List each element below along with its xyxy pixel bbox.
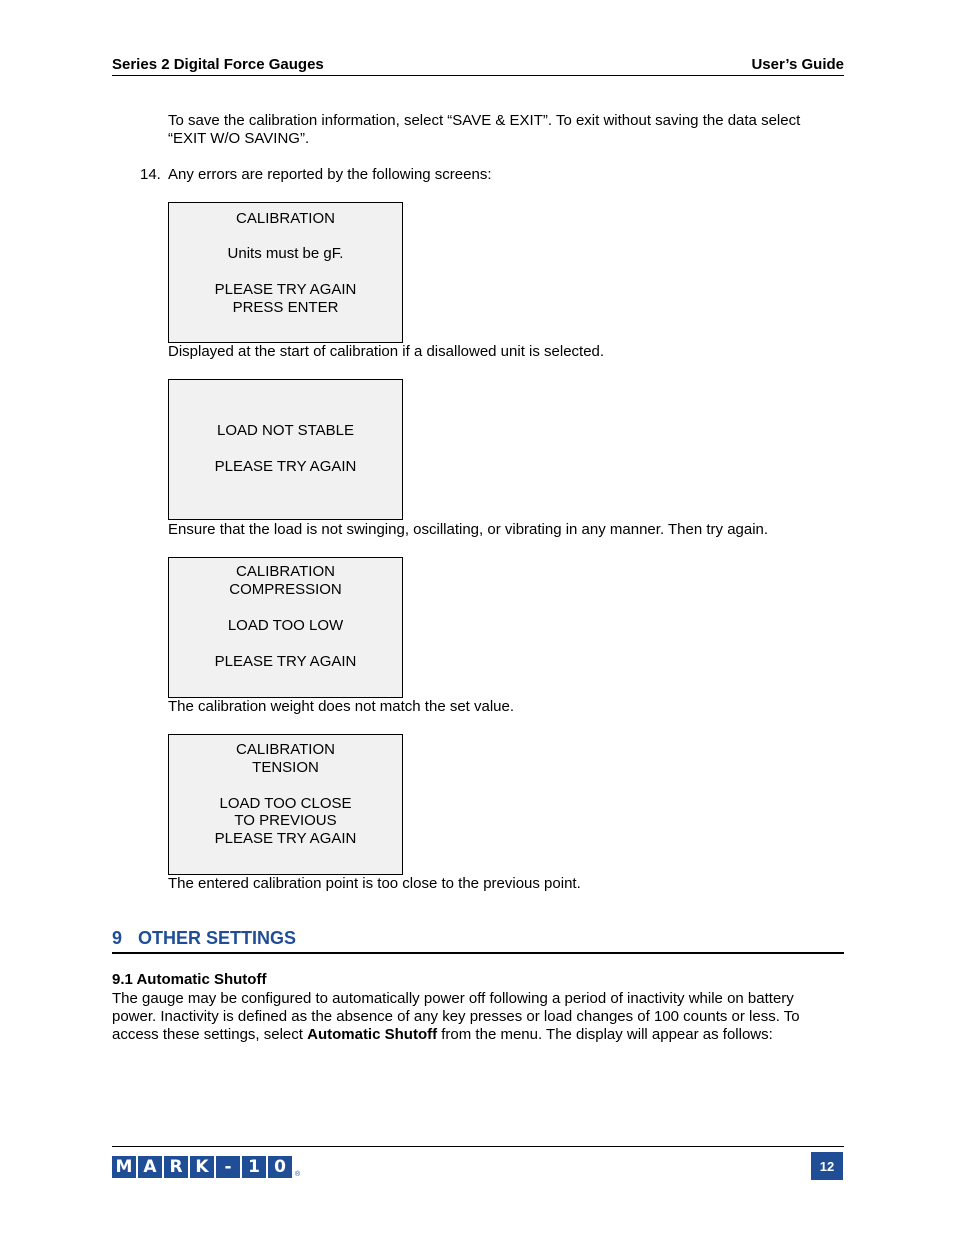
step-number: 14. xyxy=(140,166,161,183)
header-doc-title: Series 2 Digital Force Gauges xyxy=(112,56,324,73)
mark-10-logo xyxy=(112,1156,300,1178)
body-line-3-post: from the menu. The display will appear as follows: xyxy=(437,1026,773,1043)
intro-line-1: To save the calibration information, select “SAVE & EXIT”. To exit without saving the data select xyxy=(168,112,801,129)
footer-divider xyxy=(112,1146,844,1147)
logo-letter: R xyxy=(164,1156,188,1178)
body-line-3 xyxy=(112,1026,800,1044)
screen-line: PLEASE TRY AGAIN xyxy=(214,653,357,670)
screen-caption-units: Displayed at the start of calibration if a disallowed unit is selected. xyxy=(168,343,605,360)
intro-paragraph xyxy=(168,112,800,148)
body-line-1: The gauge may be configured to automatically power off following a period of inactivity while on battery xyxy=(112,990,794,1007)
screen-line: CALIBRATION xyxy=(236,210,335,227)
logo-letter: K xyxy=(190,1156,214,1178)
logo-letter: 1 xyxy=(242,1156,266,1178)
screen-line: PLEASE TRY AGAIN xyxy=(214,458,357,475)
error-screen-load-not-stable xyxy=(168,379,403,520)
screen-line: PRESS ENTER xyxy=(232,299,339,316)
step-14 xyxy=(140,166,161,184)
screen-line: TENSION xyxy=(252,759,319,776)
screen-line: Units must be gF. xyxy=(227,245,344,262)
step-14-text: Any errors are reported by the following screens: xyxy=(168,166,492,183)
logo-letter: A xyxy=(138,1156,162,1178)
body-line-2: power. Inactivity is defined as the absence of any key presses or load changes of 100 counts or less. To xyxy=(112,1008,800,1025)
section-title: OTHER SETTINGS xyxy=(138,928,297,948)
screen-line: LOAD NOT STABLE xyxy=(217,422,354,439)
logo-letter: 0 xyxy=(268,1156,292,1178)
page-number: 12 xyxy=(811,1152,843,1180)
screen-line: LOAD TOO CLOSE xyxy=(219,795,352,812)
error-screen-load-too-close xyxy=(168,734,403,875)
screen-line: PLEASE TRY AGAIN xyxy=(214,830,357,847)
body-paragraph xyxy=(112,990,800,1044)
intro-line-2: “EXIT W/O SAVING”. xyxy=(168,130,310,147)
error-screen-load-too-low xyxy=(168,557,403,698)
screen-caption-load-too-low: The calibration weight does not match the set value. xyxy=(168,698,515,715)
subsection-heading: 9.1 Automatic Shutoff xyxy=(112,971,267,988)
menu-item-ref: Automatic Shutoff xyxy=(307,1026,438,1043)
screen-caption-load-too-close: The entered calibration point is too close to the previous point. xyxy=(168,875,581,892)
screen-caption-load-not-stable: Ensure that the load is not swinging, oscillating, or vibrating in any manner. Then try again. xyxy=(168,521,769,538)
page-header xyxy=(112,56,844,76)
screen-line: TO PREVIOUS xyxy=(234,812,337,829)
error-screen-units xyxy=(168,202,403,343)
logo-letter: M xyxy=(112,1156,136,1178)
screen-line: COMPRESSION xyxy=(229,581,342,598)
screen-line: PLEASE TRY AGAIN xyxy=(214,281,357,298)
registered-mark: ® xyxy=(295,1171,301,1178)
screen-line: CALIBRATION xyxy=(236,741,335,758)
body-line-3-pre: access these settings, select xyxy=(112,1026,308,1043)
header-guide-label: User’s Guide xyxy=(751,56,844,73)
screen-line: LOAD TOO LOW xyxy=(227,617,344,634)
section-heading xyxy=(112,928,844,954)
section-number: 9 xyxy=(112,928,123,948)
logo-letter: - xyxy=(216,1156,240,1178)
screen-line: CALIBRATION xyxy=(236,563,335,580)
